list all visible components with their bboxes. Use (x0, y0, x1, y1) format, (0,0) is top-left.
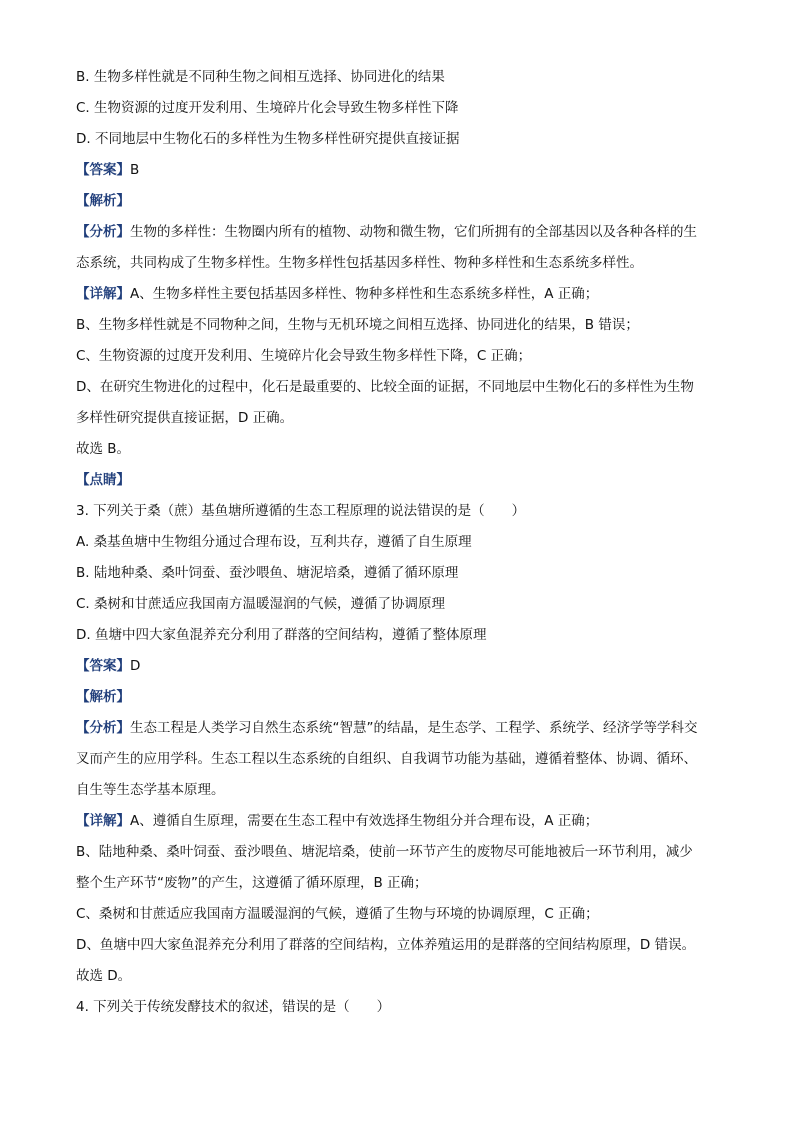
q2-option-c: C. 生物资源的过度开发利用、生境碎片化会导致生物多样性下降 (76, 100, 459, 116)
q3-answer (76, 651, 718, 682)
q2-fenxi-line2: 态系统，共同构成了生物多样性。生物多样性包括基因多样性、物种多样性和生态系统多样性。 (76, 255, 643, 271)
q3-xiangjie-b1: B、陆地种桑、桑叶饲蚕、蚕沙喂鱼、塘泥培桑，使前一环节产生的废物尽可能地被后一环节利用，减少 (76, 844, 693, 860)
q2-dianjing (76, 465, 718, 496)
q3-option-c: C. 桑树和甘蔗适应我国南方温暖湿润的气候，遵循了协调原理 (76, 596, 446, 612)
q3-option-a: A. 桑基鱼塘中生物组分通过合理布设，互利共存，遵循了自生原理 (76, 534, 472, 550)
analysis-tag: 【解析】 (76, 193, 130, 209)
fenxi-tag: 【分析】 (76, 224, 130, 240)
q3-stem: 3. 下列关于桑（蔗）基鱼塘所遵循的生态工程原理的说法错误的是（ ） (76, 503, 526, 519)
q3-analysis-title (76, 682, 718, 713)
q3-xiangjie-c: C、桑树和甘蔗适应我国南方温暖湿润的气候，遵循了生物与环境的协调原理，C 正确； (76, 906, 599, 922)
q3-xiangjie-d: D、鱼塘中四大家鱼混养充分利用了群落的空间结构，立体养殖运用的是群落的空间结构原理，D 错误。 (76, 937, 696, 953)
q2-xiangjie-a (76, 279, 718, 310)
answer-value: D (130, 658, 141, 674)
q3-xiangjie-b2: 整个生产环节“废物”的产生，这遵循了循环原理，B 正确； (76, 875, 428, 891)
fenxi-tag: 【分析】 (76, 720, 130, 736)
fenxi-text: 生态工程是人类学习自然生态系统“智慧”的结晶，是生态学、工程学、系统学、经济学等学科交 (130, 720, 698, 736)
q3-xiangjie-a (76, 806, 718, 837)
xiangjie-text: A、生物多样性主要包括基因多样性、物种多样性和生态系统多样性，A 正确； (130, 286, 599, 302)
q3-fenxi-line2: 叉而产生的应用学科。生态工程以生态系统的自组织、自我调节功能为基础，遵循着整体、协调、循环、 (76, 751, 697, 767)
q2-xiangjie-c: C、生物资源的过度开发利用、生境碎片化会导致生物多样性下降，C 正确； (76, 348, 532, 364)
q2-fenxi-line1 (76, 217, 718, 248)
q4-stem: 4. 下列关于传统发酵技术的叙述，错误的是（ ） (76, 999, 391, 1015)
q2-answer (76, 155, 718, 186)
q3-option-d: D. 鱼塘中四大家鱼混养充分利用了群落的空间结构，遵循了整体原理 (76, 627, 487, 643)
q2-option-d: D. 不同地层中生物化石的多样性为生物多样性研究提供直接证据 (76, 131, 460, 147)
q3-fenxi-line1 (76, 713, 718, 744)
fenxi-text: 生物的多样性：生物圈内所有的植物、动物和微生物，它们所拥有的全部基因以及各种各样的生 (130, 224, 697, 240)
q2-analysis-title (76, 186, 718, 217)
q3-fenxi-line3: 自生等生态学基本原理。 (76, 782, 225, 798)
q2-xiangjie-d1: D、在研究生物进化的过程中，化石是最重要的、比较全面的证据，不同地层中生物化石的多样性为生物 (76, 379, 694, 395)
document-page (76, 62, 718, 1023)
q2-xiangjie-d2: 多样性研究提供直接证据，D 正确。 (76, 410, 294, 426)
q2-conclusion: 故选 B。 (76, 441, 131, 457)
xiangjie-tag: 【详解】 (76, 286, 130, 302)
xiangjie-tag: 【详解】 (76, 813, 130, 829)
q3-conclusion: 故选 D。 (76, 968, 132, 984)
answer-tag: 【答案】 (76, 162, 130, 178)
q3-option-b: B. 陆地种桑、桑叶饲蚕、蚕沙喂鱼、塘泥培桑，遵循了循环原理 (76, 565, 459, 581)
q2-option-b: B. 生物多样性就是不同种生物之间相互选择、协同进化的结果 (76, 69, 445, 85)
dianjing-tag: 【点睛】 (76, 472, 130, 488)
answer-tag: 【答案】 (76, 658, 130, 674)
answer-value: B (130, 162, 140, 178)
analysis-tag: 【解析】 (76, 689, 130, 705)
xiangjie-text: A、遵循自生原理，需要在生态工程中有效选择生物组分并合理布设，A 正确； (130, 813, 599, 829)
q2-xiangjie-b: B、生物多样性就是不同物种之间，生物与无机环境之间相互选择、协同进化的结果，B 错误； (76, 317, 639, 333)
